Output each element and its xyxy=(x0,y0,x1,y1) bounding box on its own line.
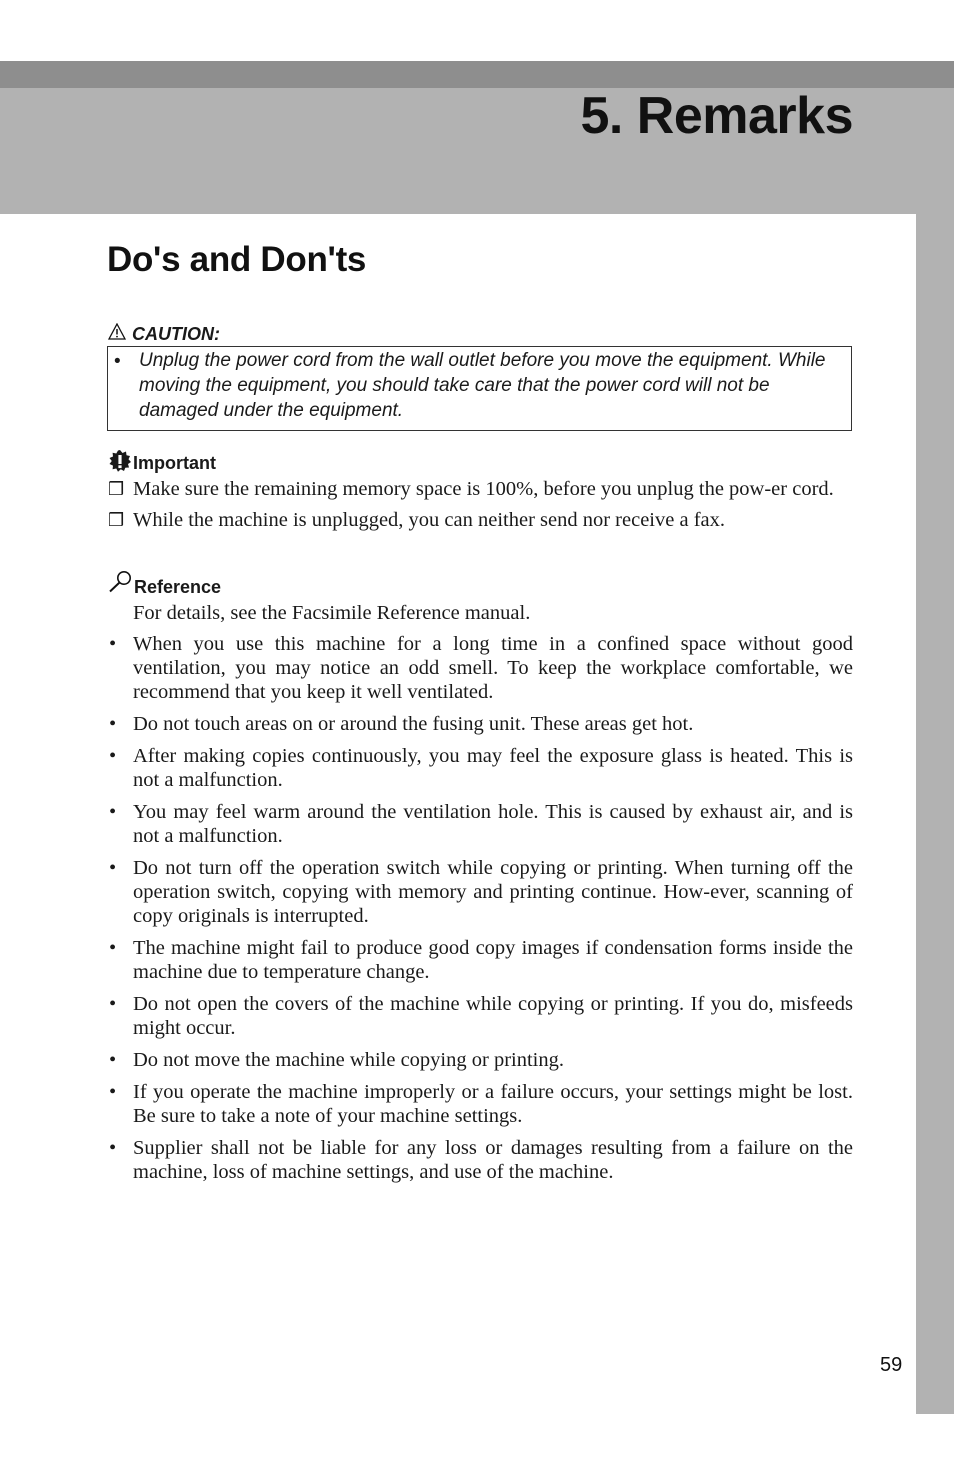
list-item xyxy=(108,992,853,1040)
list-item xyxy=(108,1080,853,1128)
remark-text: Supplier shall not be liable for any loss or damages resulting from a failure on the machine, loss of machine settings, and use of the machine. xyxy=(133,1137,853,1183)
important-icon xyxy=(108,449,132,478)
bullet-icon: • xyxy=(109,801,117,823)
reference-text: For details, see the Facsimile Reference manual. xyxy=(133,602,531,624)
list-item xyxy=(108,936,853,984)
important-item-text: While the machine is unplugged, you can neither send nor receive a fax. xyxy=(133,509,725,531)
list-item xyxy=(108,632,853,704)
reference-heading xyxy=(108,570,221,598)
list-item xyxy=(108,856,853,928)
list-item xyxy=(108,800,853,848)
bullet-icon: • xyxy=(109,857,117,879)
section-title: Do's and Don'ts xyxy=(107,240,367,279)
checkbox-icon: ❒ xyxy=(108,510,125,530)
remark-text: The machine might fail to produce good copy images if condensation forms inside the machine due to temperature change. xyxy=(133,937,853,983)
bullet-icon: • xyxy=(114,351,121,372)
list-item xyxy=(108,1136,853,1184)
bullet-icon: • xyxy=(109,993,117,1015)
bullet-icon: • xyxy=(109,633,117,655)
list-item xyxy=(108,744,853,792)
list-item xyxy=(108,1048,853,1072)
remark-text: After making copies continuously, you may feel the exposure glass is heated. This is not a malfunction. xyxy=(133,745,853,791)
bullet-icon: • xyxy=(109,713,117,735)
bullet-icon: • xyxy=(109,937,117,959)
list-item xyxy=(108,508,853,532)
important-item-text: Make sure the remaining memory space is 100%, before you unplug the pow-er cord. xyxy=(133,478,834,500)
remark-text: Do not touch areas on or around the fusing unit. These areas get hot. xyxy=(133,713,694,735)
magnifier-icon xyxy=(108,570,133,598)
remarks-list xyxy=(108,632,853,1192)
remark-text: Do not turn off the operation switch while copying or printing. When turning off the operation switch, copying with memory and printing continue. How-ever, scanning of copy originals is interrupted. xyxy=(133,857,853,927)
caution-label: CAUTION: xyxy=(132,323,220,344)
chapter-side-tab xyxy=(916,214,954,1414)
caution-text: Unplug the power cord from the wall outlet before you move the equipment. While moving the equipment, you should take care that the power cord will not be damaged under the equipment. xyxy=(139,350,826,421)
bullet-icon: • xyxy=(109,1137,117,1159)
list-item xyxy=(108,477,853,501)
remark-text: If you operate the machine improperly or a failure occurs, your settings might be lost. Be sure to take a note of your machine settings. xyxy=(133,1081,853,1127)
caution-heading xyxy=(108,323,220,345)
page-number: 59 xyxy=(880,1354,903,1376)
remark-text: When you use this machine for a long time in a confined space without good ventilation, you may notice an odd smell. To keep the workplace comfortable, we recommend that you keep it well ventilated. xyxy=(133,633,853,703)
important-list xyxy=(108,477,853,539)
important-label: Important xyxy=(133,453,216,473)
warning-triangle-icon xyxy=(108,323,126,345)
bullet-icon: • xyxy=(109,745,117,767)
list-item xyxy=(108,712,853,736)
chapter-title: 5. Remarks xyxy=(580,87,853,145)
remark-text: Do not open the covers of the machine while copying or printing. If you do, misfeeds might occur. xyxy=(133,993,853,1039)
header-top-strip xyxy=(0,61,954,88)
remark-text: Do not move the machine while copying or printing. xyxy=(133,1049,564,1071)
bullet-icon: • xyxy=(109,1081,117,1103)
checkbox-icon: ❒ xyxy=(108,479,125,499)
reference-label: Reference xyxy=(134,577,222,597)
remark-text: You may feel warm around the ventilation hole. This is caused by exhaust air, and is not a malfunction. xyxy=(133,801,853,847)
important-heading xyxy=(108,449,216,478)
caution-box xyxy=(107,346,852,431)
bullet-icon: • xyxy=(109,1049,117,1071)
